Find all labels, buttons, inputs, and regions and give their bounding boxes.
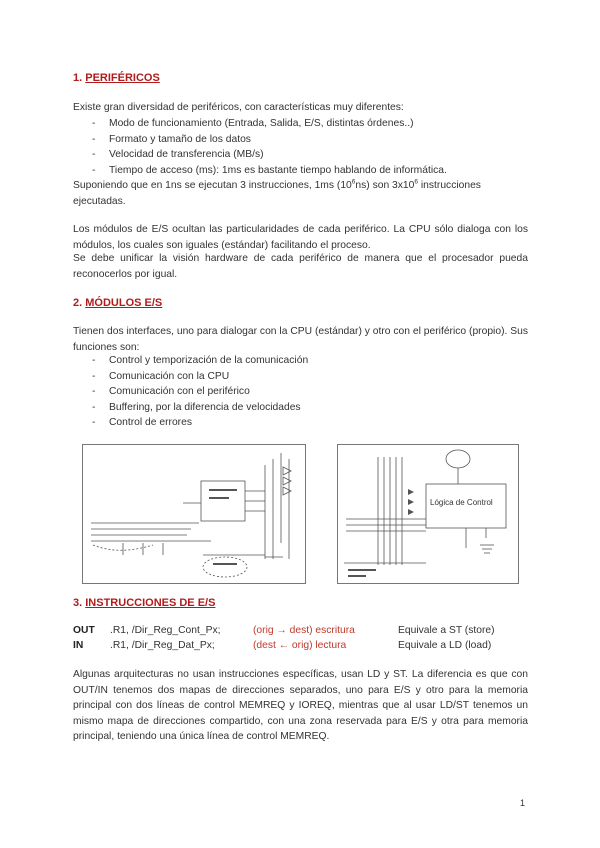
instruction-keyword-in: IN: [73, 640, 84, 651]
section-1-list: [92, 116, 532, 178]
page-number: 1: [520, 798, 526, 808]
instruction-keyword-out: OUT: [73, 625, 95, 636]
io-module-schematic: [83, 445, 305, 583]
assumption-text-a: Suponiendo que en 1ns se ejecutan 3 instrucciones, 1ms (10: [73, 180, 352, 191]
assumption-text-c: instrucciones: [418, 180, 481, 191]
section-1-title: PERIFÉRICOS: [85, 72, 160, 84]
instruction-equiv-out: Equivale a ST (store): [398, 625, 495, 636]
instruction-note-out: (orig → dest) escritura: [253, 625, 355, 636]
assumption-text-b: ns) son 3x10: [355, 180, 415, 191]
instruction-args-out: .R1, /Dir_Reg_Cont_Px;: [110, 625, 221, 636]
list-item: - Buffering, por la diferencia de velocidades: [92, 400, 532, 416]
section-1-paragraph-unify: Se debe unificar la visión hardware de cada periférico de manera que el procesador pueda reconocerlos por igual.: [73, 253, 528, 280]
section-2-list: [92, 353, 532, 431]
assumption-text-d: ejecutadas.: [73, 195, 126, 207]
section-1-assumption: [73, 178, 533, 209]
list-item: - Formato y tamaño de los datos: [92, 132, 532, 148]
list-item: - Tiempo de acceso (ms): 1ms es bastante tiempo hablando de informática.: [92, 163, 532, 179]
instruction-note-in: (dest ← orig) lectura: [253, 640, 347, 651]
io-module-diagram-right: [337, 444, 519, 584]
io-module-control-logic-schematic: [338, 445, 518, 583]
section-3-paragraph: Algunas arquitecturas no usan instrucciones específicas, usan LD y ST. La diferencia es que con OUT/IN tenemos dos mapas de direcciones separados, uno para E/S y otro para la memoria principal con dos líneas de control MEMREQ y IOREQ, mientras que al usar LD/ST tenemos un mismo mapa de direcciones compartido, con una zona reservada para E/S y otra para memoria principal, teniendo una única línea de control MEMREQ.: [73, 669, 528, 743]
instruction-args-in: .R1, /Dir_Reg_Dat_Px;: [110, 640, 215, 651]
list-item: - Comunicación con el periférico: [92, 384, 532, 400]
section-2-heading: [73, 297, 162, 309]
list-item: - Comunicación con la CPU: [92, 369, 532, 385]
section-1-number: 1.: [73, 72, 83, 84]
section-2-title: MÓDULOS E/S: [85, 297, 163, 309]
exponent-2: 6: [414, 178, 418, 186]
section-1-heading: [73, 72, 160, 84]
section-3-heading: [73, 597, 215, 609]
control-logic-label: Lógica de Control: [430, 498, 493, 507]
instruction-equiv-in: Equivale a LD (load): [398, 640, 492, 651]
list-item: - Modo de funcionamiento (Entrada, Salida, E/S, distintas órdenes..): [92, 116, 532, 132]
io-module-diagram-left: [82, 444, 306, 584]
section-2-intro: Tienen dos interfaces, uno para dialogar con la CPU (estándar) y otro con el periférico (propio). Sus funciones son:: [73, 326, 528, 353]
section-1-paragraph-modules: Los módulos de E/S ocultan las particularidades de cada periférico. La CPU sólo dialoga con los módulos, los cuales son iguales (estándar) facilitando el proceso.: [73, 224, 528, 251]
list-item: - Velocidad de transferencia (MB/s): [92, 147, 532, 163]
section-2-number: 2.: [73, 297, 83, 309]
list-item: - Control y temporización de la comunicación: [92, 353, 532, 369]
section-1-intro: Existe gran diversidad de periféricos, con características muy diferentes:: [73, 102, 404, 113]
section-3-title: INSTRUCCIONES DE E/S: [85, 597, 216, 609]
list-item: - Control de errores: [92, 415, 532, 431]
exponent-1: 6: [351, 178, 356, 186]
section-3-number: 3.: [73, 597, 83, 609]
